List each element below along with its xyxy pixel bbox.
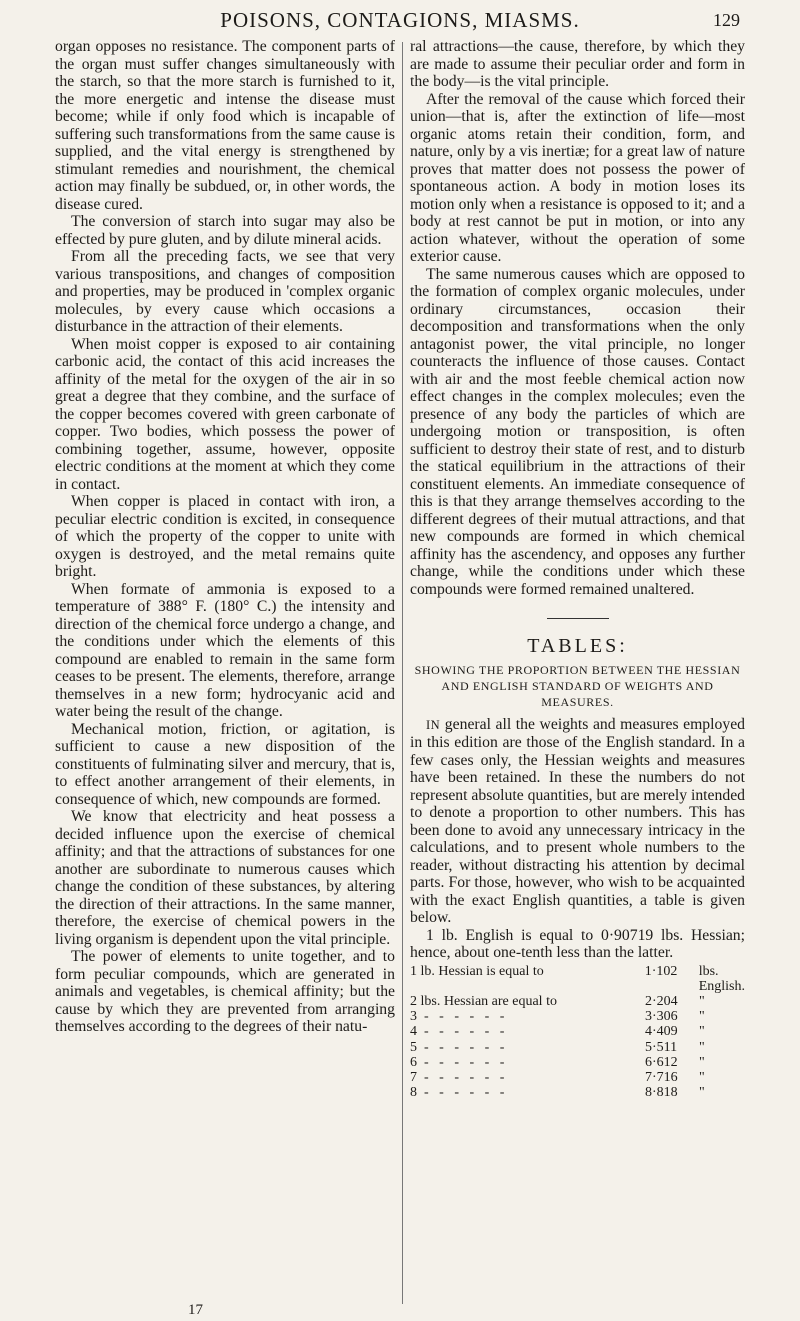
table-cell-value: 1·102 <box>644 963 678 979</box>
paragraph: When copper is placed in contact with iron, a peculiar electric condition is excited, in consequence of which the property of the copper to unite with oxygen is destroyed, and the metal remains quite bright. <box>55 493 395 580</box>
column-divider <box>402 42 403 1304</box>
table-cell-label: 7 - - - - - - <box>410 1069 505 1085</box>
paragraph: When moist copper is exposed to air containing carbonic acid, the contact of this acid increases the affinity of the metal for the oxygen of the air in so great a degree that they combine, and the surface of the copper becomes covered with green carbonate of copper. Two bodies, which possess the power of combining together, assume, however, opposite electric conditions at the moment at which they come in contact. <box>55 335 395 493</box>
table-row <box>410 964 745 994</box>
table-cell-value: 8·818 <box>645 1085 678 1101</box>
table-cell-unit: " <box>699 1009 705 1025</box>
tables-heading: TABLES: <box>527 635 628 657</box>
table-row <box>410 1009 745 1024</box>
table-cell-value: 2·204 <box>645 993 678 1009</box>
intro-text: general all the weights and measures employed in this edition are those of the English standard. In a few cases only, the Hessian weights and measures have been retained. In these the numbers do not represent absolute quantities, but are merely intended to denote a proportion to other numbers. This has been done to avoid any unnecessary intricacy in the calculations, and to present whole numbers to the reader, without distracting his attention by decimal parts. For those, however, who wish to be acquainted with the exact English quantities, a table is given below. <box>410 715 745 926</box>
section-separator <box>547 618 609 619</box>
table-cell-label: 4 - - - - - - <box>410 1024 505 1040</box>
table-cell-value: 4·409 <box>645 1024 678 1040</box>
table-cell-unit: lbs. English. <box>698 963 745 994</box>
paragraph: From all the preceding facts, we see that very various transpositions, and changes of composition and properties, may be produced in 'complex organic molecules, by every cause which occasions a disturbance in the attraction of their elements. <box>55 248 395 335</box>
table-cell-label: 1 lb. Hessian is equal to <box>410 963 544 979</box>
table-row <box>410 1055 745 1070</box>
table-cell-label: 3 - - - - - - <box>410 1009 505 1025</box>
table-row <box>410 994 745 1009</box>
table-cell-value: 3·306 <box>645 1009 678 1025</box>
paragraph: organ opposes no resistance. The component parts of the organ must suffer changes simultaneously with the starch, so that the more starch is furnished to it, the more energetic and intense the disease must become; while if only food which is incapable of suffering such transformations from the same cause is supplied, and the vital energy is strengthened by stimulant remedies and nourishment, the chemical action may finally be subdued, or, in other words, the disease cured. <box>55 38 395 213</box>
table-cell-unit: " <box>699 1024 705 1040</box>
table-cell-label: 8 - - - - - - <box>410 1085 505 1101</box>
intro-paragraph <box>410 716 745 927</box>
right-column <box>410 38 745 1100</box>
page-number: 129 <box>713 10 740 30</box>
signature-mark: 17 <box>188 1302 203 1318</box>
paragraph: 1 lb. English is equal to 0·90719 lbs. Hessian; hence, about one-tenth less than the latter. <box>410 926 745 961</box>
paragraph: The power of elements to unite together, and to form peculiar compounds, which are generated in animals and vegetables, is chemical affinity; but the cause by which they are prevented from arranging themselves according to the degrees of their natu- <box>55 948 395 1035</box>
running-title: POISONS, CONTAGIONS, MIASMS. <box>220 8 580 32</box>
table-row <box>410 1085 745 1100</box>
paragraph: When formate of ammonia is exposed to a temperature of 388° F. (180° C.) the intensity and direction of the chemical force undergo a change, and the conditions under which the elements of this compound are enabled to remain in the same form ceases to be present. The elements, therefore, arrange themselves in a new form; hydrocyanic acid and water being the result of the change. <box>55 580 395 720</box>
page-header <box>0 6 800 40</box>
intro-lead-word: IN <box>426 717 441 732</box>
table-row <box>410 1070 745 1085</box>
table-cell-value: 7·716 <box>645 1069 678 1085</box>
table-row <box>410 1024 745 1039</box>
paragraph: Mechanical motion, friction, or agitation, is sufficient to cause a new disposition of the constituents of fulminating silver and mercury, that is, to effect another arrangement of their elements, in consequence of which, new compounds are formed. <box>55 720 395 808</box>
paragraph: The same numerous causes which are opposed to the formation of complex organic molecules, under ordinary circumstances, occasion their decomposition and transformations when the only antagonist power, the vital principle, no longer counteracts the influence of those causes. Contact with air and the most feeble chemical action now effect changes in the complex molecules; even the presence of any body the particles of which are undergoing motion or transposition, is often sufficient to destroy their state of rest, and to disturb the statical equilibrium in the attractions of their constituent elements. An immediate consequence of this is that they arrange themselves according to the different degrees of their mutual attractions, and that new compounds are formed in which chemical affinity has the ascendency, and opposes any further change, while the conditions under which these compounds were formed remained unaltered. <box>410 265 745 598</box>
table-cell-unit: " <box>699 1069 705 1085</box>
paragraph: ral attractions—the cause, therefore, by which they are made to assume their peculiar order and form in the body—is the vital principle. <box>410 38 745 90</box>
paragraph: We know that electricity and heat possess a decided influence upon the exercise of chemical affinity; and that the attractions of substances for one another are subordinate to numerous causes which change the condition of these substances, by altering the direction of their attractions. In the same manner, therefore, the exercise of chemical powers in the living organism is dependent upon the vital principle. <box>55 808 395 948</box>
left-column <box>55 38 395 1036</box>
table-cell-label: 6 - - - - - - <box>410 1054 505 1070</box>
table-cell-value: 6·612 <box>645 1054 678 1070</box>
paragraph: After the removal of the cause which forced their union—that is, after the extinction of life—most organic atoms retain their condition, form, and nature, only by a vis inertiæ; for a great law of nature proves that matter does not possess the power of spontaneous action. A body in motion loses its motion only when a resistance is opposed to it; and a body at rest cannot be put in motion, or into any action whatever, without the operation of some exterior cause. <box>410 90 745 265</box>
table-cell-unit: " <box>699 993 705 1009</box>
paragraph: The conversion of starch into sugar may also be effected by pure gluten, and by dilute mineral acids. <box>55 213 395 248</box>
table-cell-unit: " <box>699 1039 705 1055</box>
table-cell-label: 2 lbs. Hessian are equal to <box>410 993 557 1009</box>
table-cell-label: 5 - - - - - - <box>410 1039 505 1055</box>
tables-subheading: SHOWING THE PROPORTION BETWEEN THE HESSIAN AND ENGLISH STANDARD OF WEIGHTS AND MEASURES. <box>414 662 741 709</box>
table-row <box>410 1040 745 1055</box>
table-cell-unit: " <box>699 1054 705 1070</box>
weights-table <box>410 964 745 1101</box>
table-cell-value: 5·511 <box>645 1039 678 1055</box>
table-cell-unit: " <box>699 1085 705 1101</box>
